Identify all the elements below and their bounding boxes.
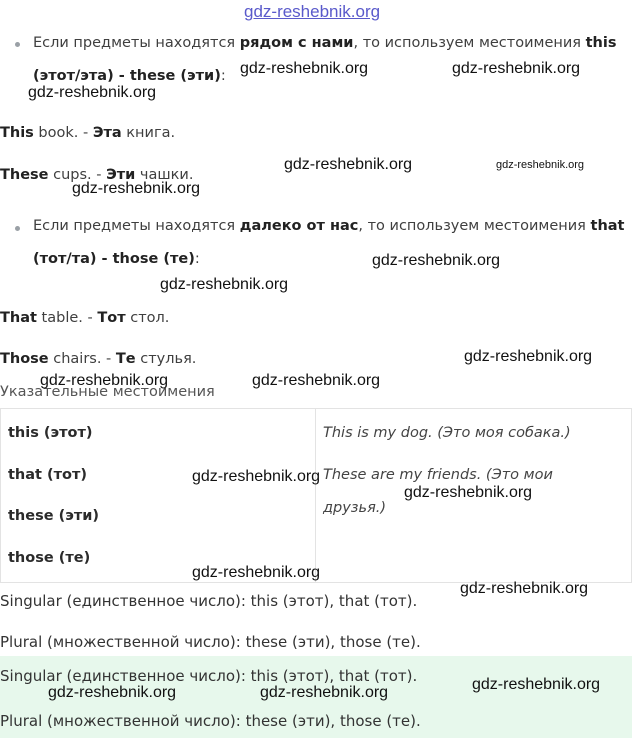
table-cell-these: these (эти) [8, 508, 100, 524]
watermark: gdz-reshebnik.org [48, 684, 177, 701]
example-this-book: This book. - Эта книга. [0, 125, 176, 141]
table-example-2-line-1: These are my friends. (Это мои [323, 467, 553, 483]
watermark: gdz-reshebnik.org [496, 159, 585, 171]
example-these-cups: These cups. - Эти чашки. [0, 167, 194, 183]
watermark: gdz-reshebnik.org [240, 60, 369, 77]
plural-line: Plural (множественной число): these (эти), those (те). [0, 633, 421, 651]
table-cell-those: those (те) [8, 550, 91, 566]
bullet-1-line-2: (этот/эта) - these (эти): [33, 68, 226, 84]
table-column-divider [315, 408, 316, 583]
example-those-chairs: Those chairs. - Те стулья. [0, 351, 197, 367]
watermark: gdz-reshebnik.org [192, 564, 321, 581]
answer-plural-line: Plural (множественной число): these (эти), those (те). [0, 712, 421, 730]
watermark: gdz-reshebnik.org [372, 252, 501, 269]
watermark: gdz-reshebnik.org [192, 468, 321, 485]
watermark: gdz-reshebnik.org [404, 484, 533, 501]
bullet-dot [15, 42, 20, 47]
watermark: gdz-reshebnik.org [72, 180, 201, 197]
watermark: gdz-reshebnik.org [460, 580, 589, 597]
watermark: gdz-reshebnik.org [252, 372, 381, 389]
watermark: gdz-reshebnik.org [260, 684, 389, 701]
watermark-top[interactable]: gdz-reshebnik.org [244, 2, 381, 21]
example-that-table: That table. - Тот стол. [0, 310, 170, 326]
bullet-2-line-1: Если предметы находятся далеко от нас, то используем местоимения that [33, 218, 625, 234]
table-cell-that: that (тот) [8, 467, 88, 483]
watermark: gdz-reshebnik.org [40, 372, 169, 389]
table-cell-this: this (этот) [8, 425, 93, 441]
watermark: gdz-reshebnik.org [472, 676, 601, 693]
watermark: gdz-reshebnik.org [28, 84, 157, 101]
table-example-2-line-2: друзья.) [323, 500, 387, 516]
bullet-1-line-1: Если предметы находятся рядом с нами, то используем местоимения this [33, 35, 617, 51]
singular-line: Singular (единственное число): this (этот), that (тот). [0, 592, 418, 610]
watermark: gdz-reshebnik.org [284, 156, 413, 173]
watermark: gdz-reshebnik.org [452, 60, 581, 77]
bullet-dot [15, 226, 20, 231]
answer-singular-line: Singular (единственное число): this (этот), that (тот). [0, 667, 418, 685]
table-example-1: This is my dog. (Это моя собака.) [323, 425, 571, 441]
watermark: gdz-reshebnik.org [464, 348, 593, 365]
bullet-2-line-2: (тот/та) - those (те): [33, 251, 200, 267]
watermark: gdz-reshebnik.org [160, 276, 289, 293]
table-caption: Указательные местоимения [0, 384, 215, 400]
